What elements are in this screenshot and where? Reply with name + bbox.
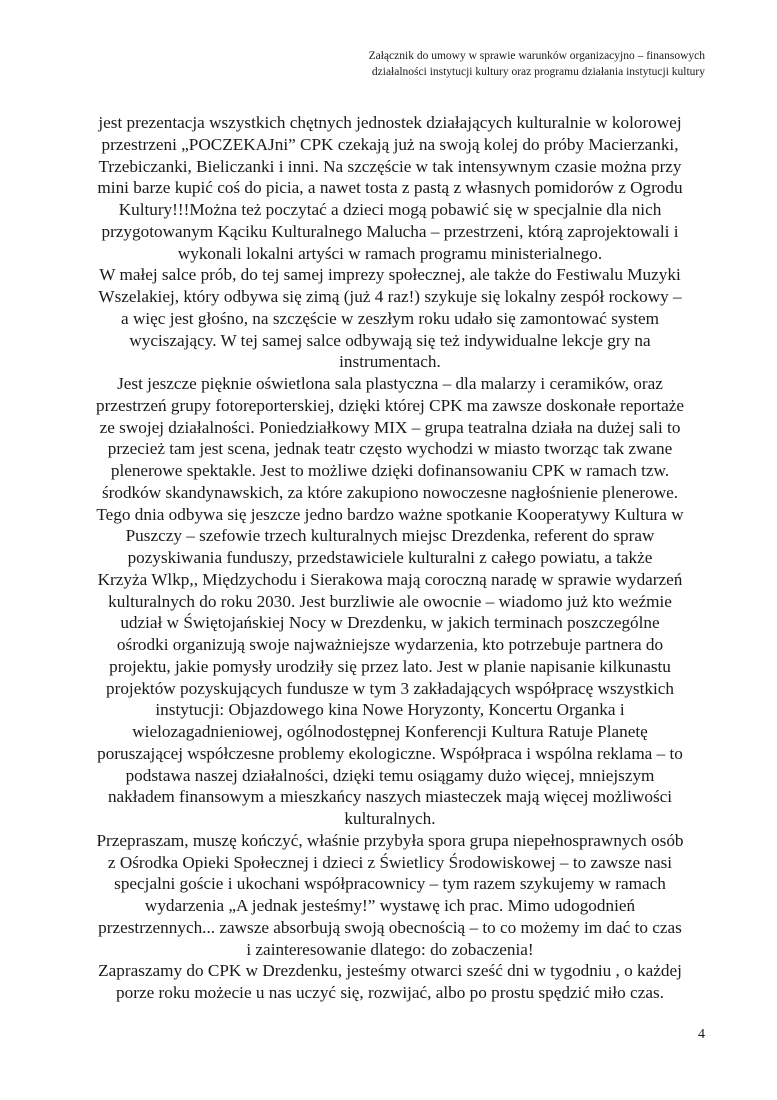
body-text-line: podstawa naszej działalności, dzięki temu osiągamy dużo więcej, mniejszym (125, 765, 655, 785)
body-text-line: Wszelakiej, który odbywa się zimą (już 4 raz!) szykuje się lokalny zespół rockowy – (98, 287, 682, 306)
body-text-line: Kultury!!!Można też poczytać a dzieci mogą pobawić się w specjalnie dla nich (118, 200, 662, 219)
header-line: działalności instytucji kultury oraz programu działania instytucji kultury (371, 66, 705, 78)
body-text-line: mini barze kupić coś do picia, a nawet tosta z pastą z własnych pomidorów z Ogrodu (97, 178, 683, 198)
body-text-line: przecież tam jest scena, jednak teatr często wychodzi w miasto tworząc tak zwane (107, 439, 673, 459)
body-text-line: wyciszający. W tej samej salce odbywają się też indywidualne lekcje gry na (129, 330, 651, 350)
body-text-line: ośrodki organizują swoje najważniejsze wydarzenia, kto potrzebuje partnera do (116, 635, 664, 654)
body-text-line: Trzebiczanki, Bieliczanki i inni. Na szczęście w tak intensywnym czasie można przy (98, 156, 682, 176)
document-body (60, 112, 720, 1004)
body-text-line: Przepraszam, muszę kończyć, właśnie przybyła spora grupa niepełnosprawnych osób (96, 830, 684, 850)
body-text-line: środków skandynawskich, za które zakupiono nowoczesne nagłośnienie plenerowe. (101, 482, 679, 502)
body-text-line: projektów pozyskujących fundusze w tym 3 zakładających współpracę wszystkich (106, 678, 674, 698)
body-text-line: wielozagadnieniowej, ogólnodostępnej Konferencji Kultura Ratuje Planetę (132, 722, 648, 741)
body-text-line: a więc jest głośno, na szczęście w zeszłym roku udało się zamontować system (121, 308, 659, 328)
body-text-line: wydarzenia „A jednak jesteśmy!” wystawę ich prac. Mimo udogodnień (144, 896, 636, 915)
body-text-line: przygotowanym Kąciku Kulturalnego Malucha – przestrzeni, którą zaprojektowali i (101, 221, 679, 241)
body-text-line: wykonali lokalni artyści w ramach programu ministerialnego. (177, 243, 603, 263)
body-text-line: i zainteresowanie dlatego: do zobaczenia! (246, 939, 534, 959)
header-line: Załącznik do umowy w sprawie warunków organizacyjno – finansowych (368, 50, 705, 62)
body-text-line: Puszczy – szefowie trzech kulturalnych miejsc Drezdenka, referent do spraw (125, 526, 655, 546)
body-text-line: porze roku możecie u nas uczyć się, rozwijać, albo po prostu spędzić miło czas. (116, 983, 664, 1002)
page-number: 4 (698, 1027, 705, 1042)
body-text-line: pozyskiwania funduszy, przedstawiciele kulturalni z całego powiatu, a także (127, 548, 653, 567)
body-text-line: przestrzennych... zawsze absorbują swoją obecnością – to co możemy im dać to czas (98, 917, 682, 937)
body-text-line: instrumentach. (339, 352, 441, 372)
body-text-line: Krzyża Wlkp,, Międzychodu i Sierakowa mają coroczną naradę w sprawie wydarzeń (97, 569, 683, 589)
body-text-line: nakładem finansowym a mieszkańcy naszych miasteczek mają więcej możliwości (107, 787, 673, 807)
body-text-line: instytucji: Objazdowego kina Nowe Horyzonty, Koncertu Organka i (155, 700, 625, 720)
body-text-line: ze swojej działalności. Poniedziałkowy MIX – grupa teatralna działa na dużej sali to (99, 417, 681, 437)
body-text-line: kulturalnych do roku 2030. Jest burzliwie ale owocnie – wiadomo już kto weźmie (108, 591, 672, 611)
body-text-line: Jest jeszcze pięknie oświetlona sala plastyczna – dla malarzy i ceramików, oraz (117, 374, 663, 393)
body-text-line: Tego dnia odbywa się jeszcze jedno bardzo ważne spotkanie Kooperatywy Kultura w (96, 504, 684, 524)
body-text-line: projektu, jakie pomysły urodziły się przez lato. Jest w planie napisanie kilkunastu (109, 656, 671, 676)
body-text-line: udział w Świętojańskiej Nocy w Drezdenku, w jakich terminach poszczególne (120, 613, 660, 633)
body-text-line: W małej salce prób, do tej samej imprezy społecznej, ale także do Festiwalu Muzyki (99, 265, 681, 285)
body-text-line: plenerowe spektakle. Jest to możliwe dzięki dofinansowaniu CPK w ramach tzw. (110, 461, 670, 480)
body-text-line: kulturalnych. (344, 809, 436, 828)
body-text-line: Zapraszamy do CPK w Drezdenku, jesteśmy otwarci sześć dni w tygodniu , o każdej (98, 961, 682, 981)
body-text-line: przestrzeni „POCZEKAJni” CPK czekają już na swoją kolej do próby Macierzanki, (101, 134, 679, 154)
body-text-line: poruszającej współczesne problemy ekologiczne. Współpraca i wspólna reklama – to (97, 743, 683, 763)
body-text-line: przestrzeń grupy fotoreporterskiej, dzięki której CPK ma zawsze doskonałe reportaże (96, 395, 684, 415)
body-text-line: jest prezentacja wszystkich chętnych jednostek działających kulturalnie w kolorowej (98, 113, 682, 132)
document-header (105, 48, 705, 80)
body-text-line: specjalni goście i ukochani współpracownicy – tym razem szykujemy w ramach (114, 874, 666, 894)
body-text-line: z Ośrodka Opieki Społecznej i dzieci z Świetlicy Środowiskowej – to zawsze nasi (107, 852, 673, 872)
